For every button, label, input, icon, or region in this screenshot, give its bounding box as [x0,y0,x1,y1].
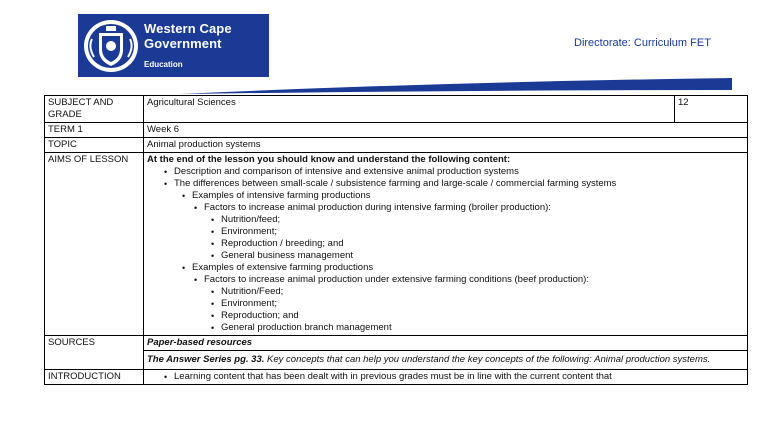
sources-content [144,351,748,370]
aims-content [144,153,748,336]
list-item: • Environment; [221,226,744,238]
wcg-logo [78,14,269,77]
directorate-label: Directorate: Curriculum FET [574,37,711,49]
subject-value: Agricultural Sciences [144,96,675,123]
introduction-content [144,370,748,385]
list-item: • Reproduction; and [221,310,744,322]
introduction-label: INTRODUCTION [45,370,144,385]
table-row [45,153,748,336]
list-item: • Description and comparison of intensive and extensive animal production systems [174,166,744,178]
sources-reference: The Answer Series pg. 33. [147,354,265,365]
header-swoosh [180,74,732,94]
coat-of-arms-icon [82,17,140,74]
list-item [192,262,744,334]
list-item [204,274,744,334]
list-item-text: The differences between small-scale / subsistence farming and large-scale / commercial farming systems [174,178,617,189]
sources-heading: Paper-based resources [144,336,748,351]
aims-intro: At the end of the lesson you should know and understand the following content: [147,154,511,165]
list-item: • Environment; [221,298,744,310]
table-row [45,351,748,370]
table-row [45,96,748,123]
subject-label: SUBJECT AND GRADE [45,96,144,123]
grade-value: 12 [675,96,748,123]
list-item-text: Examples of intensive farming productions [192,190,371,201]
logo-title-line2: Government [144,36,222,51]
lesson-plan-table [44,95,748,385]
list-item-text: Examples of extensive farming productions [192,262,374,273]
list-item [174,178,744,334]
term-label: TERM 1 [45,123,144,138]
table-row [45,138,748,153]
list-item: • General business management [221,250,744,262]
list-item [204,202,744,262]
table-row [45,336,748,351]
logo-title-line1: Western Cape [144,21,232,36]
aims-label: AIMS OF LESSON [45,153,144,336]
list-item: • Nutrition/feed; [221,214,744,226]
term-value: Week 6 [144,123,748,138]
list-item: • Reproduction / breeding; and [221,238,744,250]
list-item [192,190,744,262]
table-row [45,370,748,385]
logo-subtitle: Education [144,60,183,69]
list-item: • Nutrition/Feed; [221,286,744,298]
sources-text: Key concepts that can help you understand the key concepts of the following: Animal production systems. [267,354,711,365]
table-row [45,123,748,138]
list-item: • General production branch management [221,322,744,334]
topic-label: TOPIC [45,138,144,153]
list-item-text: Factors to increase animal production during intensive farming (broiler production): [204,202,551,213]
list-item-text: Factors to increase animal production under extensive farming conditions (beef production): [204,274,589,285]
sources-label: SOURCES [45,336,144,370]
topic-value: Animal production systems [144,138,748,153]
list-item: • Learning content that has been dealt with in previous grades must be in line with the current content that [174,371,744,383]
